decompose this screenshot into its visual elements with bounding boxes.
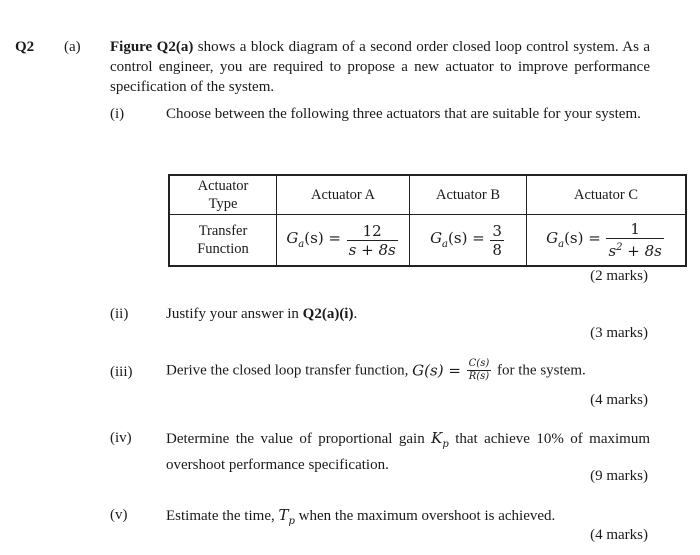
row-label-line2: Type [208, 196, 238, 212]
actuator-table [168, 174, 687, 267]
time-symbol: $T_p$ [278, 506, 295, 527]
sub-iii-label: (iii) [110, 364, 133, 380]
sub-iv-label: (iv) [110, 430, 132, 446]
sub-iv-text: Determine the value of proportional gain $K_p$ that achieve 10% of maximum overshoot performance specification. [166, 429, 650, 473]
sub-v-label: (v) [110, 507, 128, 523]
intro-text: shows a block diagram of a second order closed loop control system. As a control engineer, you are required to propose a new actuator to improve performance specification of the system. [110, 39, 651, 95]
fraction-b: $\frac{3}{8}$ [492, 221, 502, 259]
transfer-function-fraction: $\frac{C(s)}{R(s)}$ [468, 358, 490, 382]
actuator-b-header: Actuator B [410, 175, 527, 215]
transfer-function-lhs: G(s) = [412, 361, 461, 380]
actuator-a-transfer-function: $G_a(s)$ = $\frac{12}{s + 8s}$ [277, 215, 410, 267]
question-intro [110, 37, 650, 97]
sub-i-marks: (2 marks) [590, 268, 648, 284]
fraction-c: $\frac{1}{s^2 + 8s}$ [608, 220, 662, 260]
sub-i-label: (i) [110, 106, 125, 122]
sub-iv-marks: (9 marks) [590, 468, 648, 484]
question-reference: Q2(a)(i) [302, 306, 354, 322]
sub-v-text: Estimate the time, $T_p$ when the maximum overshoot is achieved. [166, 506, 556, 527]
part-label: (a) [64, 39, 81, 55]
actuator-c-header: Actuator C [527, 175, 687, 215]
figure-reference: Figure Q2(a) [110, 39, 194, 55]
sub-ii-text: Justify your answer in Q2(a)(i). [166, 306, 358, 322]
table-header-row [169, 175, 686, 215]
actuator-c-transfer-function: $G_a(s)$ = $\frac{1}{s^2 + 8s}$ [527, 215, 687, 267]
sub-ii-marks: (3 marks) [590, 325, 648, 341]
sub-ii-label: (ii) [110, 306, 129, 322]
sub-v-marks: (4 marks) [590, 527, 648, 543]
table-function-row [169, 215, 686, 267]
sub-iii-marks: (4 marks) [590, 392, 648, 408]
fraction-a: $\frac{12}{s + 8s}$ [348, 221, 396, 259]
actuator-b-transfer-function: $G_a(s)$ = $\frac{3}{8}$ [410, 215, 527, 267]
gain-symbol: $K_p$ [431, 429, 449, 450]
question-number: Q2 [15, 39, 35, 55]
row-label-cell [169, 215, 277, 267]
row-label-line1: Actuator [197, 178, 249, 194]
row-label-line2: Function [197, 241, 249, 257]
sub-i-text: Choose between the following three actuators that are suitable for your system. [166, 106, 641, 122]
sub-iii-text: Derive the closed loop transfer function, G(s) = $\frac{C(s)}{R(s)}$ for the system. [166, 358, 586, 382]
actuator-a-header: Actuator A [277, 175, 410, 215]
row-label-line1: Transfer [198, 223, 248, 239]
row-label-cell [169, 175, 277, 215]
